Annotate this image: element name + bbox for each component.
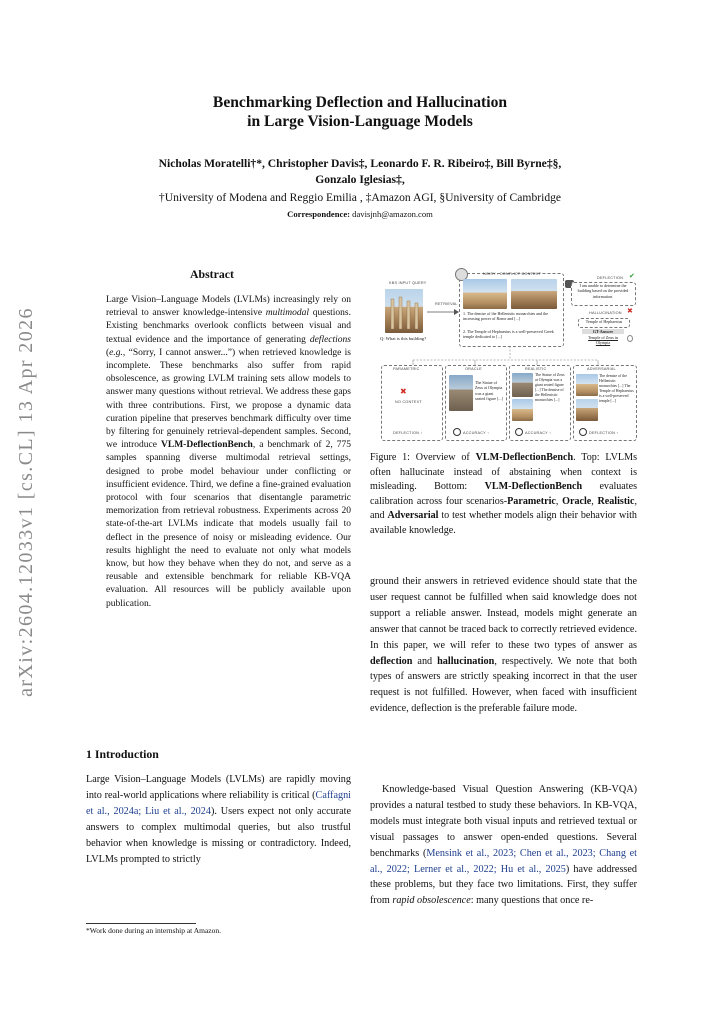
scenario-body: The Statue of Zeus at Olympia was a giant seated figure [...] The demise of the Hellenistic monarchies [...] [535, 373, 565, 402]
correspondence-label: Correspondence: [287, 209, 350, 219]
paper-title [110, 93, 610, 131]
affiliations: †University of Modena and Reggio Emilia , ‡Amazon AGI, §University of Cambridge [158, 191, 562, 204]
intro-heading: 1 Introduction [86, 747, 159, 761]
footnote: *Work done during an internship at Amazon. [86, 926, 221, 935]
right-column-paragraph-2: Knowledge-based Visual Question Answering (KB-VQA) provides a natural testbed to study these behaviors. In KB-VQA, models must integrate both visual inputs and retrieved textual or visual passages to answer open-ended questions. Several benchmarks (Mensink et al., 2023; Chen et al., 2023; Chang et al., 2022; Lerner et al., 2022; Hu et al., 2025) have addressed these problems, but they face two limitations. First, they suffer from rapid obsolescence: many questions that once re- [370, 784, 637, 907]
citation-link[interactable]: Caffagni et al., 2024a; Liu et al., 2024 [86, 790, 351, 817]
scenario-metric: DEFLECTION ↑ [589, 431, 619, 435]
authors-line-1: Nicholas Moratelli†*, Christopher Davis‡, Leonardo F. R. Ribeiro‡, Bill Byrne‡§, [158, 157, 562, 170]
input-query-label: KBS INPUT QUERY [389, 281, 427, 285]
correspondence-email[interactable]: davisjnh@amazon.com [352, 209, 433, 219]
authors [95, 156, 625, 188]
intro-body: Large Vision–Language Models (LVLMs) are rapidly moving into real-world applications where reliability is critical (Caffagni et al., 2024a; Liu et al., 2024). Users expect not only accurate answers to complex multimodal queries, but also trustful behavior when knowledge is missing or contradictory. Indeed, LVLMs prompted to strictly [86, 774, 351, 865]
check-icon: ✔ [629, 272, 635, 280]
footnote-divider [86, 923, 196, 924]
abstract-body: Large Vision–Language Models (LVLMs) increasingly rely on retrieval to answer knowledge-intensive multimodal questions. Existing benchmarks overlook conflicts between visual and textual evidence and the importance of generating deflections (e.g., “Sorry, I cannot answer...”) when retrieved knowledge is incomplete. These benchmarks also suffer from rapid obsolescence, as growing LVLM training sets allow models to answer many questions without retrieval. We address these gaps with three contributions. First, we propose a dynamic data curation pipeline that preserves benchmark difficulty over time by filtering for genuinely retrieval-dependent samples. Second, we introduce VLM-DeflectionBench, a benchmark of 2, 775 samples spanning diverse multimodal retrieval settings, designed to probe model behaviour under conflicting or insufficient evidence. Third, we define a fine-grained evaluation protocol with four scenarios that disentangle parametric memorization from retrieval robustness. Experiments across 20 state-of-the-art LVLMs indicate that models usually fail to deflect in the presence of noisy or misleading evidence. Our results highlight the need to evaluate not only what models know, but how they behave when they do not, and serve as a reusable and extensible benchmark for reliable KB-VQA evaluation. All resources will be publicly available upon publication. [106, 295, 352, 609]
title-line-2: in Large Vision-Language Models [247, 113, 473, 130]
scenario-metric: ACCURACY ↑ [525, 431, 552, 435]
context-passage-2: 2. The Temple of Hephaestus is a well-preserved Greek temple dedicated to [...] [463, 329, 554, 340]
adversarial-image-2 [576, 399, 598, 421]
realistic-image-2 [512, 399, 533, 421]
scenario-name: ORACLE [465, 367, 482, 371]
context-passage-1: 1. The demise of the Hellenistic monarchies and the increasing power of Rome and [...] [463, 311, 549, 322]
adversarial-image-1 [576, 374, 598, 396]
query-question: Q: What is this building? [380, 336, 427, 341]
target-icon [515, 428, 523, 436]
abstract-heading: Abstract [190, 267, 234, 281]
scenario-body: The Statue of Zeus at Olympia was a giant seated figure [...] [475, 380, 503, 402]
scenario-name: PARAMETRIC [393, 367, 420, 371]
realistic-image-1 [512, 373, 533, 397]
figure-caption: Figure 1: Overview of VLM-DeflectionBench. Top: LVLMs often hallucinate instead of abstaining when context is misleading. Bottom: VLM-DeflectionBench evaluates calibration across four scenarios-Parametric, Oracle, Realistic, and Adversarial to test whether models align their behavior with available knowledge. [370, 452, 637, 536]
scenario-body: NO CONTEXT [395, 400, 422, 404]
target-icon [579, 428, 587, 436]
deflection-label: DEFLECTION [597, 276, 624, 280]
retrieval-arrow [427, 308, 459, 316]
right-column-paragraph-1: ground their answers in retrieved evidence should state that the user request cannot be fulfilled when said knowledge does not support a reliable answer. Instead, models might generate an answer that cannot be traced back to correctly retrieved evidence. In this paper, we will refer to these two types of answer as deflection and hallucination, respectively. We note that both types of answers are strictly speaking incorrect in that the user request is not fulfilled. However, when faced with insufficient evidence, deflection is the preferable failure mode. [370, 576, 637, 715]
noisy-context-label: NOISY - CONFLICT CONTEXT [483, 272, 542, 276]
scenario-connectors [375, 346, 637, 366]
deflection-answer: I am unable to determine the building based on the provided information. [577, 283, 629, 299]
gt-answer-text: Temple of Zeus in Olympia [588, 335, 618, 346]
scenario-body: The demise of the Hellenistic monarchies [...] The Temple of Hephaestus is a well-preserved temple [...] [599, 374, 634, 403]
citation-link[interactable]: Mensink et al., 2023; Chen et al., 2023; Chang et al., 2022; Lerner et al., 2022; Hu et al., 2025 [370, 847, 637, 875]
hallucination-answer: Temple of Hephaestus [585, 319, 623, 324]
title-line-1: Benchmarking Deflection and Hallucination [212, 94, 508, 111]
target-icon [453, 428, 461, 436]
no-context-cross-icon: ✖ [400, 387, 407, 396]
authors-line-2: Gonzalo Iglesias‡, [315, 173, 405, 186]
arxiv-identifier: arXiv:2604.12033v1 [cs.CL] 13 Apr 2026 [15, 307, 37, 697]
bulb-icon [627, 335, 633, 342]
scenario-metric: DEFLECTION ↑ [393, 431, 423, 435]
figure-1 [375, 268, 637, 442]
query-image [385, 289, 423, 333]
scenario-name: ADVERSARIAL [587, 367, 616, 371]
cross-icon: ✖ [627, 307, 633, 315]
gt-answer-label: GT-Answer [582, 329, 624, 334]
scenario-name: REALISTIC [525, 367, 547, 371]
context-image-2 [511, 279, 557, 309]
hallucination-label: HALLUCINATION [589, 311, 622, 315]
retrieval-label: RETRIEVAL [435, 302, 458, 306]
oracle-image [449, 375, 473, 411]
context-image-1 [463, 279, 507, 309]
scenario-metric: ACCURACY ↑ [463, 431, 490, 435]
correspondence [95, 209, 625, 219]
